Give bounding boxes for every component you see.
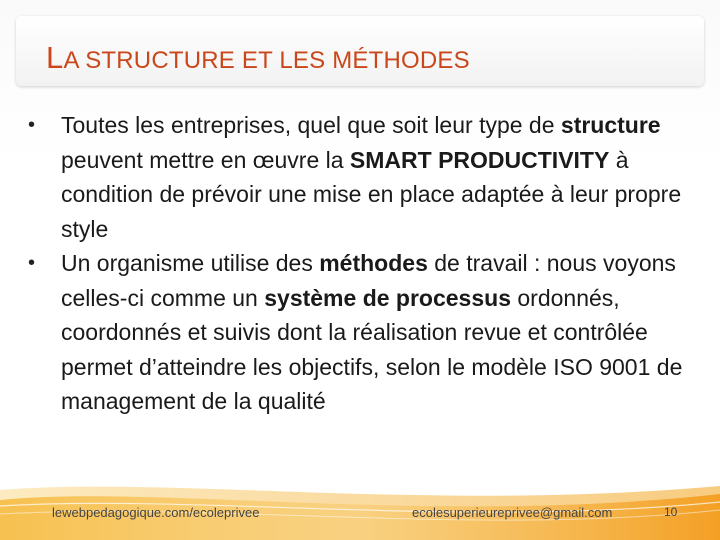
bullet-text (61, 112, 681, 242)
bullet-text (61, 250, 682, 414)
slide-title (46, 40, 470, 76)
bullet-list (28, 108, 704, 419)
page-number: 10 (664, 505, 678, 519)
text-run: peuvent mettre en œuvre la (61, 146, 350, 173)
footer-email: ecolesuperieureprivee@gmail.com (412, 505, 613, 520)
title-rest: A STRUCTURE ET LES MÉTHODES (63, 47, 470, 74)
text-run: à condition de prévoir une mise en place adaptée à leur propre style (61, 146, 682, 242)
bullet-dot-icon: • (28, 114, 36, 136)
text-run: de travail : nous voyons celles-ci comme un (61, 250, 676, 311)
bullet-dot-icon: • (28, 252, 36, 274)
text-run: Toutes les entreprises, quel que soit leur type de (61, 112, 561, 138)
bullet-item-methodes (28, 246, 704, 419)
bold-run: SMART PRODUCTIVITY (349, 146, 610, 173)
text-run: ordonnés, coordonnés et suivis dont la réalisation revue et contrôlée permet d’atteindre les objectifs, selon le modèle ISO 9001 de management de la qualité (61, 284, 683, 414)
bold-run: système de processus (264, 284, 511, 311)
title-initial: L (46, 40, 64, 75)
text-run: Un organisme utilise des (61, 250, 320, 276)
bold-run: méthodes (319, 250, 428, 276)
bullet-item-structure (28, 108, 704, 246)
footer-website: lewebpedagogique.com/ecoleprivee (52, 505, 260, 520)
bold-run: structure (560, 112, 661, 138)
